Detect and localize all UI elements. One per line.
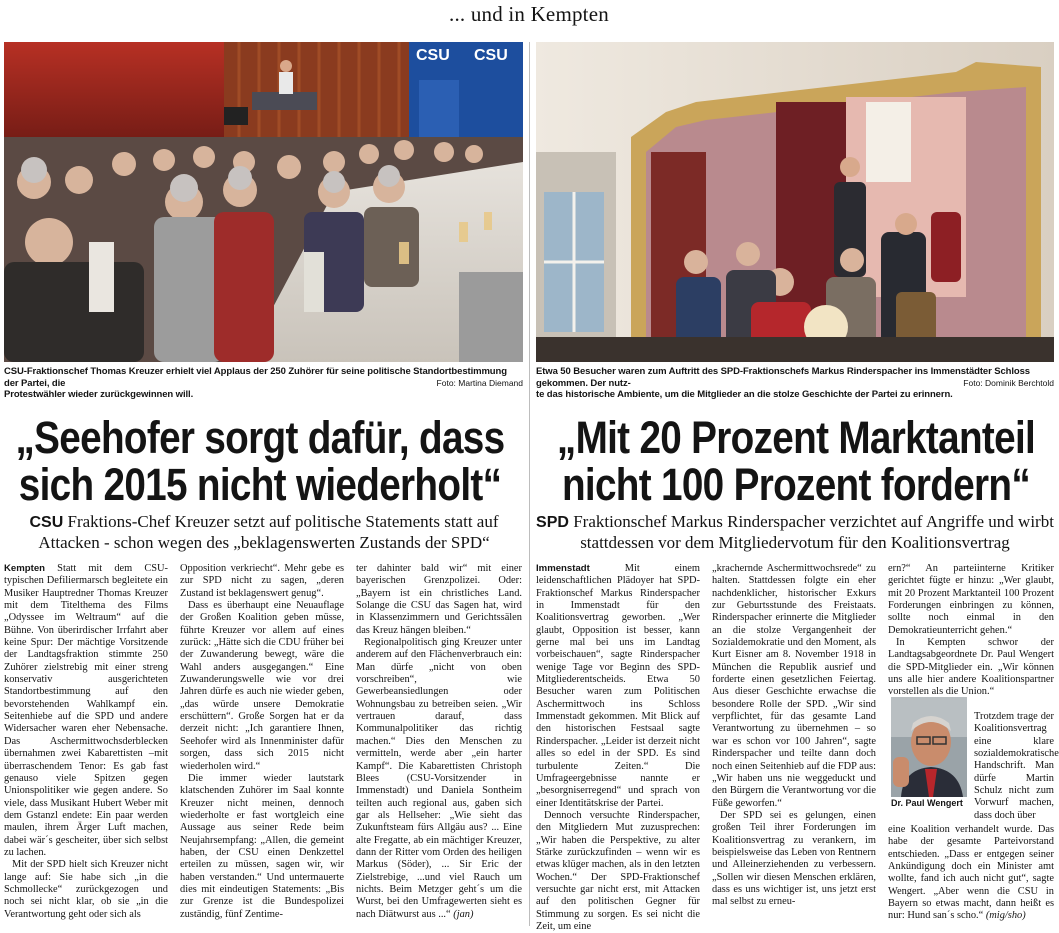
csu-paragraph: Die immer wieder lautstark klatschenden Zuhörer im Saal konnte Kreuzer nicht meinen, dennoch wiederholte er fast wortgleich eine Aussage aus seiner Rede beim Neujahrsempfang: „Allen, die gemeint haben, der CSU einen Denkzettel erteilen zu müssen, sagen wir, wir haben verstanden.“ Und untermauerte dies mit eindeutigen Statements: „Bis zur Grenze ist die Bundespolizei zuständig, fünf Zentime- [180,772,344,920]
csu-headline-line1: „Seehofer sorgt dafür, dass [15,412,505,463]
spd-headline [538,414,1054,508]
spd-para-text: Mit einem leidenschaftlichen Plädoyer hat SPD-Fraktionschef Markus Rinderspacher in Immenstadt für den Koalitionsvertrag geworben. „Wer glaubt, Opposition ist besser, kann gerne mal bei uns im Landtag vorbeischauen“, sagte Rinderspacher wenige Tage vor Beginn des SPD-Mitgliederentscheids. Etwa 50 Besucher waren zum Politischen Aschermittwoch ins Schloss Immenstadt gekommen. Mit Blick auf den historischen Festsaal sagte Rinderspacher. „Leider ist derzeit nicht alles so edel in der SPD. Es sind turbulente Zeiten.“ Die Umfrageergebnisse nannte er „besorgniserregend“ und sprach von einer Identitätskrise der Partei. [536,563,700,809]
csu-subheadline [6,512,522,553]
csu-paragraph: Dass es überhaupt eine Neuauflage der Großen Koalition geben müsse, führte Kreuzer vor allem auf eines zurück: „Hätte sich die CDU früher bei der Zuwanderung bewegt, wäre die Wahl anders ausgegangen.“ Eine Zuwanderungswelle wie vor drei Jahren dürfe es auch nie wieder geben, „das würde unsere Demokratie erschüttern“. Große Sorgen hat er da derzeit nicht: „Ich garantiere Ihnen, Seehofer wird als Innenminister dafür sorgen, dass sich 2015 nicht wiederholen wird.“ [180,600,344,772]
spd-caption-line2: te das historische Ambiente, um die Mitglieder an die stolze Geschichte der Partei zu erinnern. [536,389,953,400]
spd-paragraph: ern?“ An parteiinterne Kritiker gerichtet fügte er hinzu: „Wer glaubt, mit 20 Prozent Marktanteil 100 Prozent Forderungen einbringen zu können, sollte noch einmal in den Demokratieunterricht gehen.“ [888,563,1054,636]
csu-sub-text: Fraktions-Chef Kreuzer setzt auf politische Statements statt auf Attacken - schon wegen des „beklagenswerten Zustands der SPD“ [38,512,499,552]
spd-caption-line1: Etwa 50 Besucher waren zum Auftritt des SPD-Fraktionschefs Markus Rinderspacher ins Immenstädter Schloss gekommen. Der nutz- [536,366,1030,389]
csu-paragraph [4,563,168,859]
spd-paragraph: Dennoch versuchte Rinderspacher, den Mitgliedern Mut zuzusprechen: „Wir haben die Perspektive, zu alter Stärke zurückzufinden – wenn wir es etwas klüger machen, als in den letzten Wochen.“ Der SPD-Fraktionschef versuchte gar nicht erst, mit Attacken auf den politischen Gegner für Stimmung zu sorgen. Es sei nicht die Zeit, um eine [536,809,700,932]
spd-article-column-3-bottom [888,824,1054,925]
csu-headline-line2: sich 2015 nicht wiederholt“ [18,459,502,510]
spd-para-text: eine Koalition verhandelt wurde. Das habe der gesamte Parteivorstand entschieden. „Dass er entgegen seiner Ankündigung doch ein Minister amt wollte, fand ich auch nicht gut“, sagte Wengert. „Aber wenn die CSU in Bayern so etwas macht, dann heißt es nur: Hund san´s scho.“ [888,824,1054,922]
csu-event-photo [4,42,523,362]
spd-dateline: Immenstadt [536,563,590,574]
csu-paragraph: Opposition verkriecht“. Mehr gebe es zur SPD nicht zu sagen, „deren Zustand ist beklagenswert genug“. [180,563,344,599]
csu-headline [2,414,518,508]
csu-dateline: Kempten [4,563,46,574]
column-separator [529,42,530,926]
spd-paragraph: In Kempten schwor der Landtagsabgeordnete Dr. Paul Wengert die SPD-Mitglieder ein. „Wir können uns alle hier andere Koalitionspartner vorstellen als die Union.“ [888,637,1054,698]
spd-event-photo [536,42,1054,362]
spd-signature: (mig/sho) [985,910,1026,922]
csu-paragraph: Mit der SPD hielt sich Kreuzer nicht lange auf: Sie habe sich „in die Schmollecke“ zurückgezogen und noch sei nicht klar, ob sie „in die Verantwortung geht oder sich als [4,859,168,920]
spd-photo-credit: Foto: Dominik Berchtold [963,378,1054,388]
csu-article-column-3 [356,563,522,925]
section-kicker: ... und in Kempten [449,2,609,26]
spd-paragraph: Trotzdem trage der Koalitionsvertrag eine klare sozialdemokratische Handschrift. Man dürfe Martin Schulz nicht zum Vorwurf machen, dass doch über [974,711,1059,821]
csu-photo-credit: Foto: Martina Diemand [436,378,523,388]
spd-sub-label: SPD [536,514,569,531]
spd-paragraph [888,824,1054,923]
spd-paragraph [536,563,700,810]
csu-paragraph: ter dahinter bald wir“ mit einer bayerischen Grenzpolizei. Oder: „Bayern ist ein christliches Land. Solange die CSU das Sagen hat, wird in Klassenzimmern und Gerichtssälen das Kreuz hängen bleiben.“ [356,563,522,636]
wengert-portrait-caption: Dr. Paul Wengert [891,798,963,808]
csu-para-text: Regionalpolitisch ging Kreuzer unter anderem auf den Flächenverbrauch ein: Man dürfe „nicht von oben vorschreiben“, wie Gewerbeansiedlungen oder Wohnungsbau zu betreiben seien. „Wir vertrauen darauf, dass Kommunalpolitiker das richtig machen.“ Dies den Menschen zu vermitteln, werde aber „ein harter Kampf“. Die Kabarettisten Christoph Blees (CSU-Vorsitzender in Immenstadt) und Daniela Sontheim teilten auch regional aus, gaben sich gar als Hellseher: „Wie sieht das Zukunftsteam fürs Allgäu aus? ... Eine alte Fregatte, ab ein mächtiger Kreuzer, dann der Ritter vom Orden des heiligen Markus (Söder), ... Sir Eric der Zielstrebige, ...und viel Rauch um nichts. Beim Metzger geht´s um die Wurst, bei den Umfragewerten sieht es nach Diätwurst aus ...“ [356,637,522,920]
spd-article-column-2 [712,563,876,925]
svg-text:CSU: CSU [474,47,508,64]
spd-article-column-3-beside [974,711,1059,823]
spd-paragraph: Der SPD sei es gelungen, einen großen Teil ihrer Forderungen im Koalitionsvertrag zu verankern, im beispielsweise das Leben von Rentnern und Alleinerziehenden zu verbessern. „Sollen wir diesen Menschen erklären, dass es uns wichtiger ist, uns jetzt erst mal selbst zu erneu- [712,809,876,908]
spd-sub-text: Fraktionschef Markus Rinderspacher verzichtet auf Angriffe und wirbt stattdessen vor dem Mitgliedervotum für den Koalitionsvertrag [573,512,1054,552]
spd-headline-line1: „Mit 20 Prozent Marktanteil [556,412,1036,463]
csu-article-column-1 [4,563,168,925]
wengert-portrait-photo [891,697,967,797]
csu-para-text: Statt mit dem CSU-typischen Defiliermarsch begleitete ein Musiker Hauptredner Thomas Kreuzer mit dem Titelthema des Films „Odyssee im Weltraum“ auf die Bühne. Von überirdischer Irrfahrt aber keine Spur: Der mächtige Vorsitzende der Landtagsfraktion stimmte 250 Zuhörer zielstrebig mit einer streng konservativ ausgerichteten Standortbestimmung auf den bevorstehenden Wahlkampf ein. Seitenhiebe auf die SPD und andere Widersacher waren eher Nebensache. Das Aschermittwochsderblecken übernahmen zwei Kabarettisten –mit überraschendem Tenor: Es gab fast genauso viele Spitzen gegen Unionspolitiker wie gegen andere. So viele, dass Musikant Hubert Weber mit dem Gstanzl endete: Ein paar werden maulen, ihrem Ärger Luft machen, dabei wär´s gescheiter, über sich selbst zu lachen. [4,563,168,858]
csu-sub-label: CSU [29,514,64,531]
svg-text:CSU: CSU [416,47,450,64]
csu-paragraph [356,637,522,921]
spd-article-column-1 [536,563,700,932]
csu-article-column-2 [180,563,344,925]
spd-headline-line2: nicht 100 Prozent fordern“ [561,459,1031,510]
csu-caption-line2: Protestwähler wieder zurückgewinnen will. [4,389,194,400]
spd-subheadline [536,512,1054,553]
spd-article-column-3-top [888,563,1054,697]
spd-paragraph: „krachernde Aschermittwochsrede“ zu halten. Stattdessen folgte ein eher nachdenklicher, historischer Exkurs zur Geburtsstunde des Freistaats. Rinderspacher erinnerte die Mitglieder an die stolze Vergangenheit der Sozialdemokratie und den Moment, als Kurt Eisner am 8. November 1918 in München die Republik ausrief und forderte einen gesetzlichen Feiertag. Aus dieser Geschichte erwachse die besondere Rolle der SPD. „Wir sind verpflichtet, für das gesamte Land Verantwortung zu übernehmen – so war es schon vor 100 Jahren“, sagte Rinderspacher und teilte dann doch noch einen Seitenhieb auf die FDP aus: „Wir haben uns nie weggeduckt und den Bürgern die Verantwortung vor die Füße geworfen.“ [712,563,876,809]
csu-caption-line1: CSU-Fraktionschef Thomas Kreuzer erhielt viel Applaus der 250 Zuhörer für seine politische Standortbestimmung der Partei, die [4,366,507,389]
csu-signature: (jan) [453,908,474,920]
